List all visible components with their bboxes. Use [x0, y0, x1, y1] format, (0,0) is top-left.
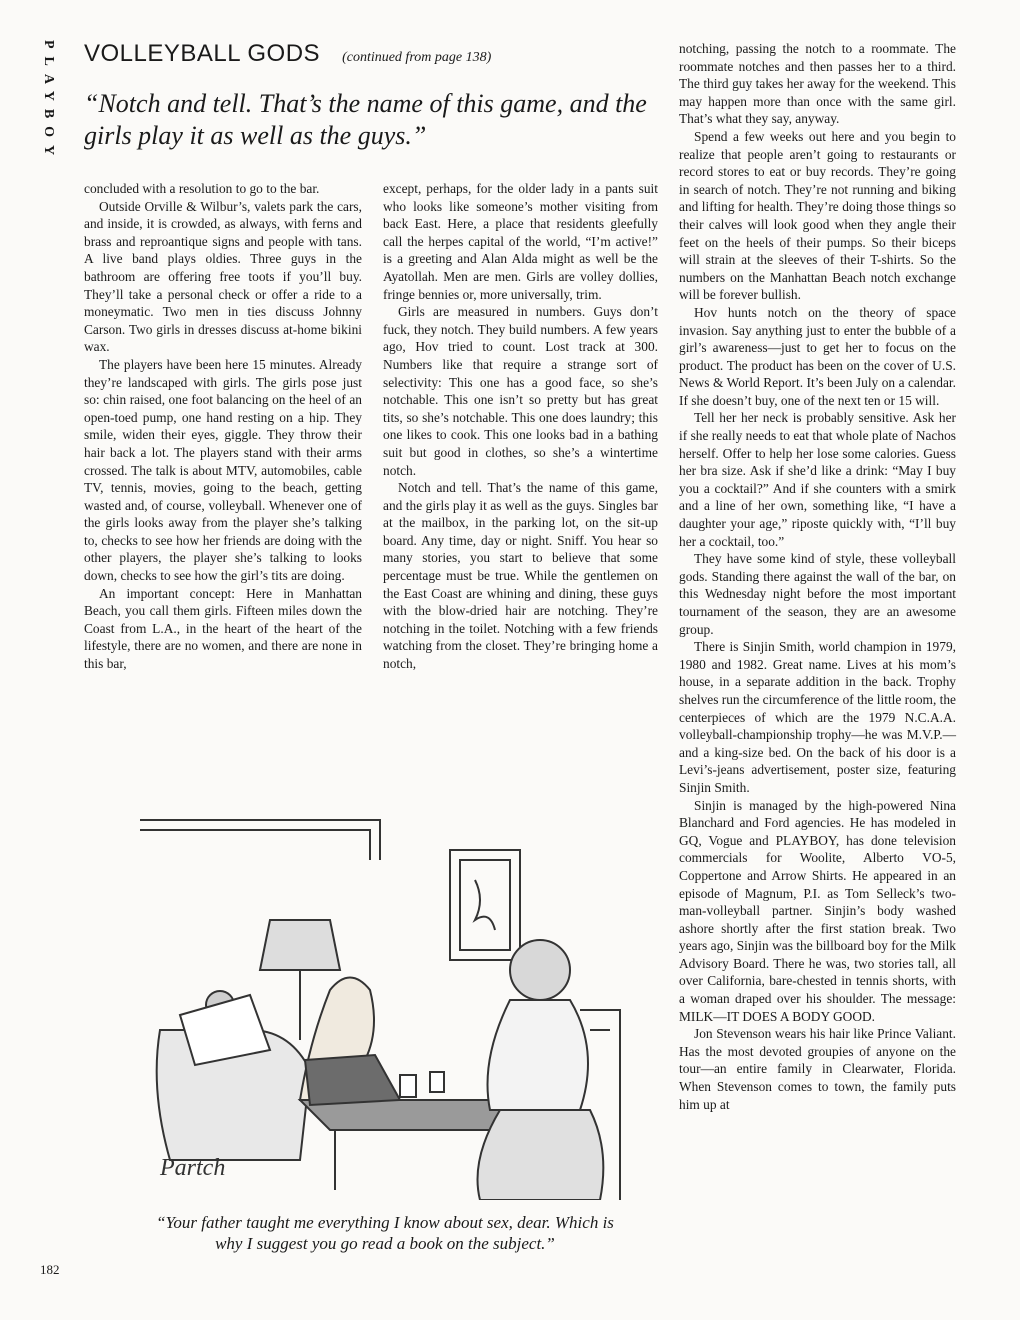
- paragraph: Sinjin is managed by the high-powered Nina Blanchard and Ford agencies. He has modeled in GQ, Vogue and PLAYBOY, has done television commercials for Woolite, Alberto VO-5, Coppertone and Arrow Shirts. He appeared in an episode of Magnum, P.I. as Tom Selleck’s two-man-volleyball partner. Sinjin’s body washed ashore shortly after the first station break. Two years ago, Sinjin was the billboard boy for the Milk Advisory Board. There he was, two stories tall, all over California, bare-chested in tennis shorts, with a woman draped over his shoulder. The message: MILK—IT DOES A BODY GOOD.: [679, 797, 956, 1024]
- paragraph: notching, passing the notch to a roommate. The roommate notches and then passes her to a third. The third guy takes her away for the weekend. This may happen more than once with the same girl. That’s what they say, anyway.: [679, 41, 956, 127]
- paragraph: An important concept: Here in Manhattan Beach, you call them girls. Fifteen miles down the Coast from L.A., in the heart of the heart of the lifestyle, there are no women, and there are none in this bar,: [84, 585, 362, 672]
- text-column-2: [383, 180, 658, 673]
- text-column-1: [84, 180, 362, 673]
- section-title: VOLLEYBALL GODS: [84, 40, 321, 67]
- lamp-icon: [260, 920, 340, 970]
- magazine-name-vertical: PLAYBOY: [41, 40, 56, 164]
- paragraph: The players have been here 15 minutes. Already they’re landscaped with girls. The girls pose just so: chin raised, one foot balancing on the heel of an open-toed pump, one hand resting on a hip. They smile, widen their eyes, giggle. They throw their hair back a lot. The players stand with their arms crossed. The talk is about MTV, automobiles, cable TV, tennis, movies, going to the beach, getting wasted and, of course, volleyball. Whenever one of the girls looks away from the player she’s talking to, checks to see how her friends are doing with the other players, the player she’s talking to looks down, checks to see how the girl’s tits are doing.: [84, 356, 362, 584]
- pull-quote: “Notch and tell. That’s the name of this game, and the girls play it as well as the guys.”: [84, 89, 647, 150]
- cartoon-caption: “Your father taught me everything I know about sex, dear. Which is why I suggest you go read a book on the subject.”: [156, 1213, 614, 1253]
- continued-note: (continued from page 138): [342, 50, 492, 65]
- cup-icon: [430, 1072, 444, 1092]
- cup-icon: [400, 1075, 416, 1097]
- paragraph: Notch and tell. That’s the name of this game, and the girls play it as well as the guys. Singles bar at the mailbox, in the parking lot, on the sit-up board. Any time, day or night. Sniff. You hear so many stories, you start to believe that some percentage must be true. While the gentlemen on the East Coast are whining and dining, these guys with the blow-dried hair are notching. They’re notching in the toilet. Notching with a few friends watching from the closet. They’re bringing home a notch,: [383, 480, 658, 672]
- paragraph: Spend a few weeks out here and you begin to realize that people aren’t going to restaurants or record stores to eat or buy records. They’re going in search of notch. They’re not running and biking and lifting for health. They’re doing those things so their calves will look good when they angle their feet on the heels of their pumps. So their biceps will strain at the sleeves of their T-shirts. So the numbers on the Manhattan Beach notch exchange will be forever bullish.: [679, 128, 956, 303]
- wall-moulding: [140, 820, 380, 860]
- mother-figure: [510, 940, 570, 1000]
- paragraph: Hov hunts notch on the theory of space invasion. Say anything just to enter the bubble of a girl’s awareness—just to get her to focus on the product. The product has been on the cover of U.S. News & World Report. It’s been July on a calendar. If she doesn’t buy, one of the next ten or 15 will.: [679, 304, 956, 408]
- artist-signature: Partch: [160, 1155, 226, 1181]
- paragraph: Tell her her neck is probably sensitive. Ask her if she really needs to eat that whole plate of Nachos herself. Offer to help her lose some calories. Guess her bra size. Ask if she’d like a drink: “May I buy you a cocktail?” And if she counters with a smirk and a line of her own, something like, “I have a daughter your age,” riposte quickly with, “I’ll buy her a cocktail, too.”: [679, 410, 956, 549]
- text-column-3: [679, 40, 956, 1113]
- cartoon-illustration: [100, 800, 640, 1200]
- paragraph: They have some kind of style, these volleyball gods. Standing there against the wall of the bar, on this Wednesday night before the most important tournament of the season, they are an awesome group.: [679, 551, 956, 637]
- paragraph: Girls are measured in numbers. Guys don’t fuck, they notch. They build numbers. A few years ago, Hov tried to count. Lost track at 300. Numbers like that require a strange sort of selectivity: This one has a good face, so she’s notchable. This one isn’t so pretty but has great tits, so she’s notchable. This one does laundry; this one likes to cook. This one looks bad in a bathing suit but good in clothes, so she’s a wintertime notch.: [383, 304, 658, 478]
- article-header: [84, 40, 644, 80]
- paragraph: concluded with a resolution to go to the bar.: [84, 181, 320, 196]
- paragraph: There is Sinjin Smith, world champion in 1979, 1980 and 1982. Great name. Lives at his mom’s house, in a separate addition in the back. Trophy shelves run the circumference of the little room, the centerpieces of which are the 1979 N.C.A.A. volleyball-championship trophy—he was M.V.P.—and a king-size bed. On the back of his door is a Levi’s-jeans advertisement, poster size, featuring Sinjin Smith.: [679, 639, 957, 795]
- paragraph: Outside Orville & Wilbur’s, valets park the cars, and inside, it is crowded, as always, with ferns and brass and reproantique signs and people with tans. A live band plays oldies. Three guys in the bathroom are offering free toots if you’ll buy. They’ll take a personal check or offer a ride to a moneymatic. Two men in ties discuss Johnny Carson. Two girls in dresses discuss at-home bikini wax.: [84, 198, 362, 355]
- paragraph: Jon Stevenson wears his hair like Prince Valiant. Has the most devoted groupies of anyone on the tour—an entire family in Clearwater, Florida. When Stevenson comes to town, the family puts him up at: [679, 1026, 956, 1112]
- page-number: 182: [40, 1262, 60, 1277]
- paragraph: except, perhaps, for the older lady in a pants suit who looks like someone’s mother visiting from back East. Here, a place that residents gleefully call the herpes capital of the world, “I’m active!” is a greeting and Alan Alda might as well be the Ayatollah. Men are men. Girls are volley dollies, fringe bennies or, more universally, trim.: [383, 181, 658, 302]
